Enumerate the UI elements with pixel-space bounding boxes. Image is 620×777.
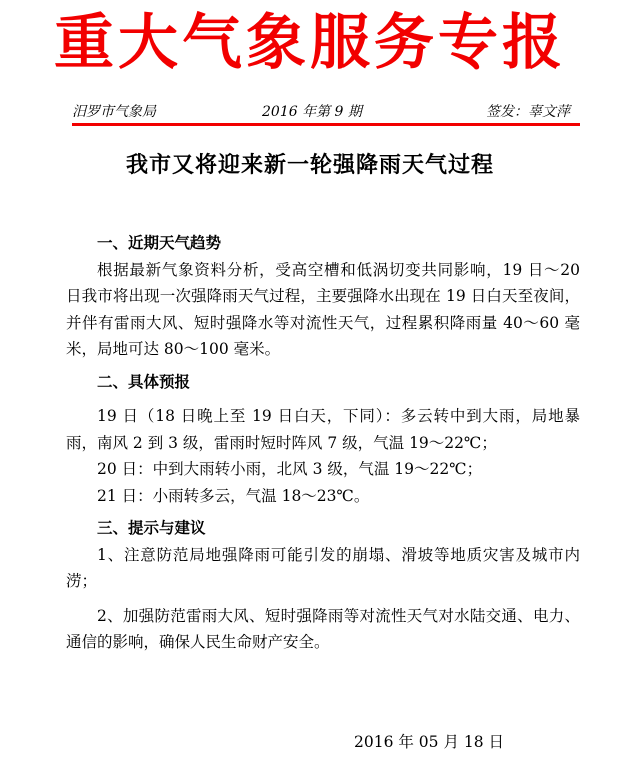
forecast-day-19: 19 日（18 日晚上至 19 日白天，下同）：多云转中到大雨，局地暴雨，南风 2 到 3 级，雷雨时短时阵风 7 级，气温 19～22℃； (66, 407, 580, 452)
section-heading-forecast: 二、具体预报 (97, 371, 191, 391)
issue-number: 2016 年第 9 期 (262, 104, 362, 120)
red-divider (72, 123, 580, 126)
section-heading-trend: 一、近期天气趋势 (97, 233, 222, 252)
trend-paragraph: 根据最新气象资料分析，受高空槽和低涡切变共同影响，19 日～20 日我市将出现一次强降雨天气过程，主要强降水出现在 19 日白天至夜间，并伴有雷雨大风、短时强降水等对流性天气，过程累积降雨量 40～60 毫米，局地可达 80～100 毫米。 (66, 260, 580, 358)
section-heading-advice: 三、提示与建议 (97, 518, 206, 537)
issuer: 汨罗市气象局 (72, 104, 156, 120)
forecast-day-21: 21 日：小雨转多云，气温 18～23℃。 (97, 486, 370, 505)
advice-item-2: 2、加强防范雷雨大风、短时强降雨等对流性天气对水陆交通、电力、通信的影响，确保人民生命财产安全。 (66, 606, 580, 651)
forecast-day-20: 20 日：中到大雨转小雨，北风 3 级，气温 19～22℃； (97, 460, 483, 478)
masthead-title: 重大气象服务专报 (54, 8, 566, 78)
signer: 签发：辜文萍 (486, 104, 570, 120)
advice-item-1: 1、注意防范局地强降雨可能引发的崩塌、滑坡等地质灾害及城市内涝； (66, 545, 580, 590)
issue-bar (72, 102, 572, 122)
issue-date: 2016 年 05 月 18 日 (354, 733, 505, 751)
document-title: 我市又将迎来新一轮强降雨天气过程 (125, 152, 494, 178)
document-body[interactable] (66, 224, 580, 656)
